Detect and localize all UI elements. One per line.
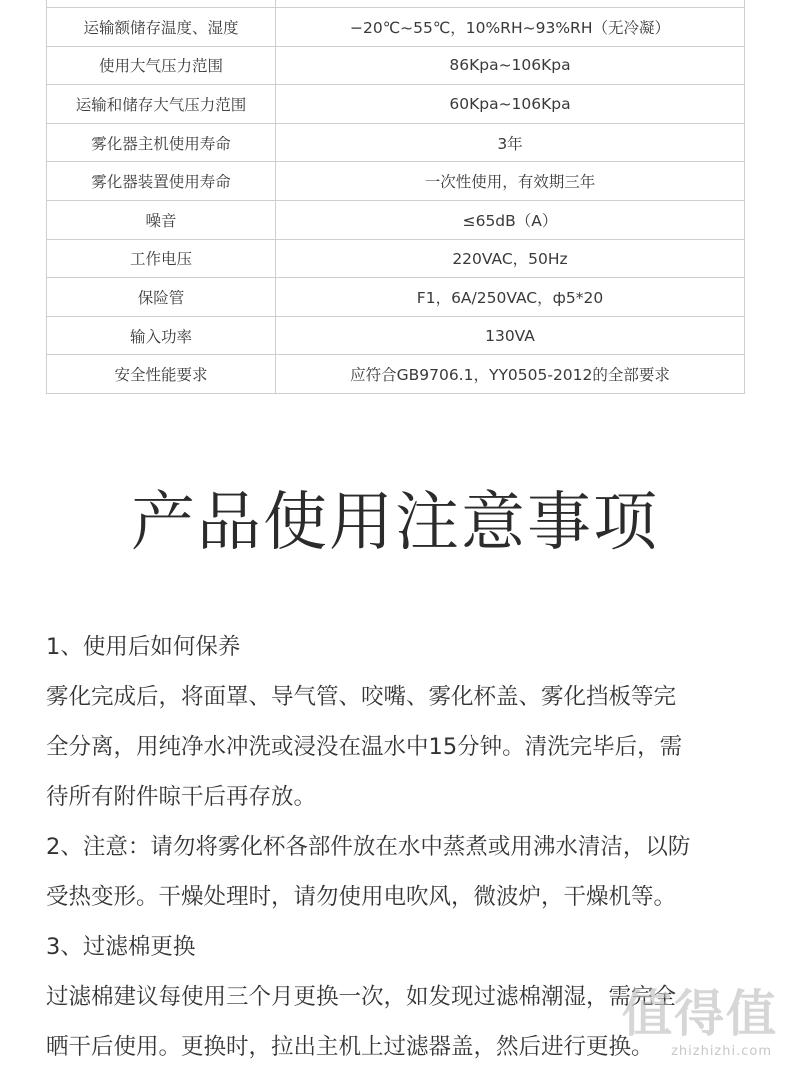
spec-param: 保险管	[47, 278, 276, 317]
spec-value: ≤65dB（A）	[276, 200, 745, 239]
spec-table	[46, 0, 745, 394]
note-line: 过滤棉建议每使用三个月更换一次，如发现过滤棉潮湿，需完全	[46, 984, 677, 1010]
section-title: 产品使用注意事项	[131, 486, 659, 560]
table-row	[47, 46, 745, 85]
table-row	[47, 8, 745, 47]
table-row	[47, 355, 745, 394]
spec-value: F1，6A/250VAC，ф5*20	[276, 278, 745, 317]
spec-param: 运输和储存大气压力范围	[47, 85, 276, 124]
spec-value: 130VA	[276, 316, 745, 355]
note-line: 待所有附件晾干后再存放。	[46, 784, 317, 810]
spec-value: −20℃~55℃，10%RH~93%RH（无冷凝）	[276, 8, 745, 47]
watermark	[622, 984, 782, 1070]
table-cell	[276, 0, 745, 8]
spec-param: 噪音	[47, 200, 276, 239]
spec-value: 60Kpa~106Kpa	[276, 85, 745, 124]
spec-param: 输入功率	[47, 316, 276, 355]
spec-param: 使用大气压力范围	[47, 46, 276, 85]
spec-param: 雾化器主机使用寿命	[47, 123, 276, 162]
note-line: 全分离，用纯净水冲洗或浸没在温水中15分钟。清洗完毕后，需	[46, 734, 683, 760]
table-row	[47, 239, 745, 278]
note-heading: 1、使用后如何保养	[46, 634, 241, 660]
spec-value: 3年	[276, 123, 745, 162]
note-line: 受热变形。干燥处理时，请勿使用电吹风，微波炉，干燥机等。	[46, 884, 677, 910]
table-row	[47, 278, 745, 317]
spec-value: 应符合GB9706.1，YY0505-2012的全部要求	[276, 355, 745, 394]
table-row	[47, 123, 745, 162]
note-heading: 3、过滤棉更换	[46, 934, 196, 960]
spec-value: 86Kpa~106Kpa	[276, 46, 745, 85]
spec-param: 运输额储存温度、湿度	[47, 8, 276, 47]
table-row	[47, 200, 745, 239]
table-row	[47, 85, 745, 124]
table-row	[47, 316, 745, 355]
table-row	[47, 162, 745, 201]
watermark-url: zhizhizhi.com	[671, 1044, 772, 1059]
spec-param: 雾化器装置使用寿命	[47, 162, 276, 201]
note-heading: 2、注意：请勿将雾化杯各部件放在水中蒸煮或用沸水清洁，以防	[46, 834, 691, 860]
spec-value: 一次性使用，有效期三年	[276, 162, 745, 201]
spec-param: 工作电压	[47, 239, 276, 278]
watermark-logo: 值得值	[622, 985, 778, 1043]
spec-param: 安全性能要求	[47, 355, 276, 394]
spec-value: 220VAC，50Hz	[276, 239, 745, 278]
note-line: 晒干后使用。更换时，拉出主机上过滤器盖，然后进行更换。	[46, 1034, 654, 1060]
note-line: 雾化完成后，将面罩、导气管、咬嘴、雾化杯盖、雾化挡板等完	[46, 684, 677, 710]
table-cell	[47, 0, 276, 8]
table-row	[47, 0, 745, 8]
